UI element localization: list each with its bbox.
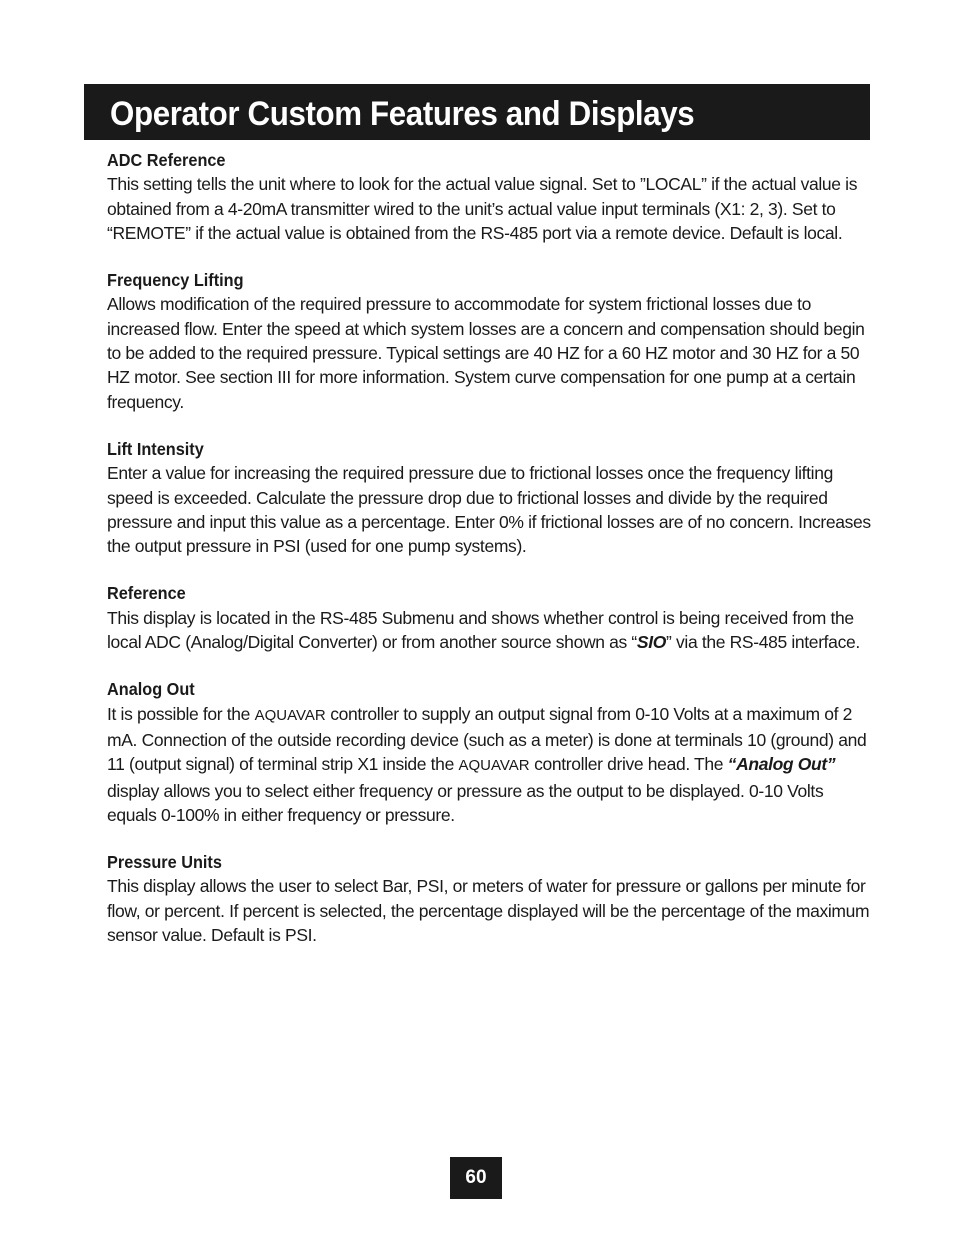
analog-out-label: “Analog Out”	[727, 754, 836, 775]
section-lift-intensity	[107, 437, 875, 558]
section-body: Allows modification of the required pressure to accommodate for system frictional losses due to increased flow. Enter the speed at which system losses are a concern and compensation should begin to be added to the required pressure. Typical settings are 40 HZ for a 60 HZ motor and 30 HZ for a 50 HZ motor. See section III for more information. System curve compensation for one pump at a certain frequency.	[107, 294, 865, 412]
section-heading: Frequency Lifting	[107, 270, 244, 291]
sio-label: SIO	[636, 632, 667, 653]
body-text: ” via the RS-485 interface.	[666, 632, 860, 653]
section-analog-out	[107, 677, 875, 827]
body-text: This display is located in the RS-485 Submenu and shows whether control is being received from the local ADC (Analog/Digital Converter) or from another source shown as “	[107, 607, 854, 653]
section-heading: Reference	[107, 583, 186, 604]
section-body	[107, 606, 875, 655]
brand-name: AQUAVAR	[254, 706, 326, 724]
section-pressure-units	[107, 850, 875, 947]
section-body: This setting tells the unit where to look for the actual value signal. Set to ”LOCAL” if the actual value is obtained from a 4-20mA transmitter wired to the unit’s actual value input terminals (X1: 2, 3). Set to “REMOTE” if the actual value is obtained from the RS-485 port via a remote device. Default is local.	[107, 174, 858, 243]
body-text: display allows you to select either frequency or pressure as the output to be displayed. 0-10 Volts equals 0-100% in either frequency or pressure.	[107, 780, 824, 825]
section-adc-reference	[107, 148, 875, 245]
section-reference	[107, 581, 875, 654]
body-text: It is possible for the	[107, 703, 255, 724]
main-content	[107, 148, 875, 970]
body-text: controller to supply an output signal from 0-10 Volts at a maximum of 2 mA. Connection of the outside recording device (such as a meter) is done at terminals 10 (ground) and 11 (output signal) of terminal strip X1 inside the	[107, 703, 867, 775]
section-heading: Analog Out	[107, 679, 195, 700]
section-body: Enter a value for increasing the required pressure due to frictional losses once the frequency lifting speed is exceeded. Calculate the pressure drop due to frictional losses and divide by the required pressure and input this value as a percentage. Enter 0% if frictional losses are of no concern. Increases the output pressure in PSI (used for one pump systems).	[107, 463, 871, 557]
section-heading: Lift Intensity	[107, 438, 204, 459]
brand-name: AQUAVAR	[458, 757, 530, 775]
page-title: Operator Custom Features and Displays	[110, 95, 695, 133]
section-body: This display allows the user to select Bar, PSI, or meters of water for pressure or gallons per minute for flow, or percent. If percent is selected, the percentage displayed will be the percentage of the maximum sensor value. Default is PSI.	[107, 876, 870, 946]
section-heading: ADC Reference	[107, 150, 226, 170]
body-text: controller drive head. The	[529, 754, 728, 775]
section-heading: Pressure Units	[107, 852, 222, 873]
section-body	[107, 702, 875, 827]
page-title-bar	[84, 84, 870, 140]
section-frequency-lifting	[107, 268, 875, 414]
page-number: 60	[450, 1157, 502, 1199]
